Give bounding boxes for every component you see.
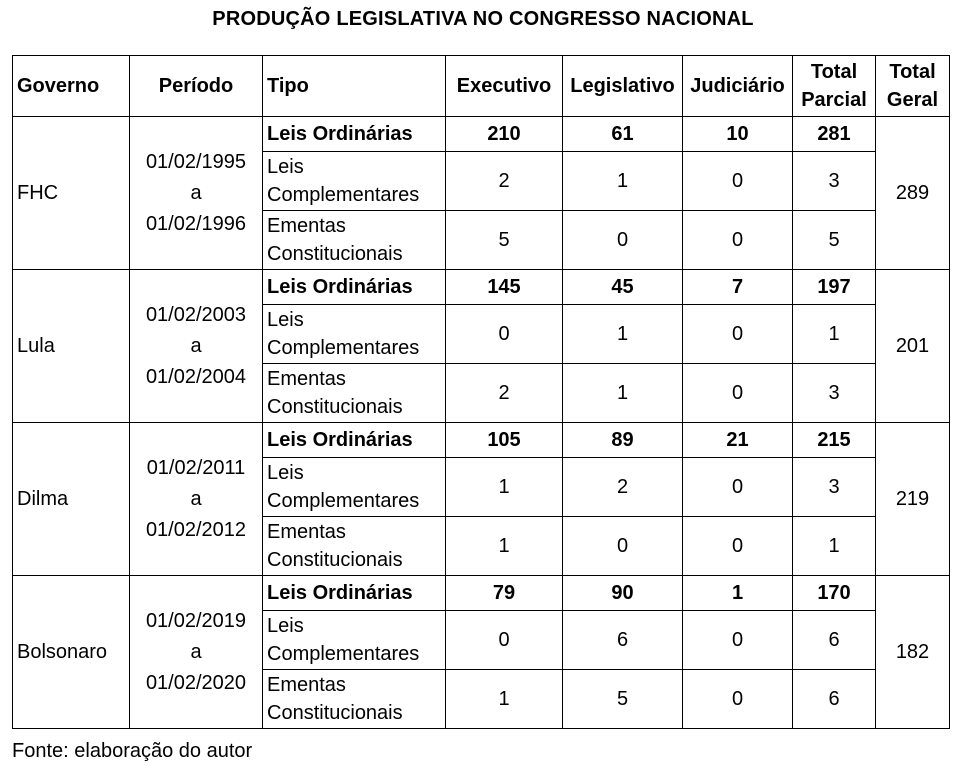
- table-title: PRODUÇÃO LEGISLATIVA NO CONGRESSO NACIONAL: [212, 8, 754, 30]
- header-legislativo: Legislativo: [563, 56, 683, 117]
- header-total-parcial-line2: Parcial: [801, 89, 867, 111]
- tipo-line: Constitucionais: [267, 243, 403, 265]
- total-parcial-cell: 5: [793, 211, 876, 270]
- periodo-cell: [130, 270, 263, 423]
- total-geral-cell: 182: [876, 576, 950, 729]
- tipo-line: Leis: [267, 309, 304, 331]
- header-total-geral: [876, 56, 950, 117]
- executivo-cell: 2: [446, 152, 563, 211]
- periodo-cell: [130, 423, 263, 576]
- header-executivo: Executivo: [446, 56, 563, 117]
- tipo-line: Leis: [267, 156, 304, 178]
- judiciario-cell: 0: [683, 670, 793, 729]
- periodo-cell: [130, 576, 263, 729]
- total-parcial-cell: 215: [793, 423, 876, 458]
- tipo-line: Ementas: [267, 674, 346, 696]
- tipo-line: Constitucionais: [267, 396, 403, 418]
- table-row: [13, 117, 950, 152]
- legislativo-cell: 89: [563, 423, 683, 458]
- tipo-line: Ementas: [267, 368, 346, 390]
- periodo-cell: [130, 117, 263, 270]
- legislativo-cell: 1: [563, 152, 683, 211]
- legislativo-cell: 6: [563, 611, 683, 670]
- tipo-line: Complementares: [267, 184, 420, 206]
- governo-cell: Bolsonaro: [13, 576, 130, 729]
- total-parcial-cell: 1: [793, 517, 876, 576]
- tipo-line: Leis Ordinárias: [267, 276, 413, 298]
- executivo-cell: 210: [446, 117, 563, 152]
- tipo-line: Constitucionais: [267, 702, 403, 724]
- legislativo-cell: 1: [563, 305, 683, 364]
- total-parcial-cell: 197: [793, 270, 876, 305]
- executivo-cell: 145: [446, 270, 563, 305]
- tipo-line: Leis Ordinárias: [267, 123, 413, 145]
- judiciario-cell: 0: [683, 305, 793, 364]
- legislativo-cell: 0: [563, 211, 683, 270]
- tipo-cell: [263, 576, 446, 611]
- judiciario-cell: 21: [683, 423, 793, 458]
- table-row: [13, 576, 950, 611]
- periodo-line: a: [190, 640, 202, 663]
- legislativo-cell: 61: [563, 117, 683, 152]
- total-parcial-cell: 6: [793, 611, 876, 670]
- total-parcial-cell: 170: [793, 576, 876, 611]
- judiciario-cell: 1: [683, 576, 793, 611]
- table-row: [13, 270, 950, 305]
- governo-cell: FHC: [13, 117, 130, 270]
- executivo-cell: 1: [446, 670, 563, 729]
- header-total-parcial: [793, 56, 876, 117]
- executivo-cell: 105: [446, 423, 563, 458]
- legislative-production-table: [12, 55, 950, 729]
- executivo-cell: 0: [446, 305, 563, 364]
- tipo-cell: [263, 364, 446, 423]
- total-geral-cell: 219: [876, 423, 950, 576]
- header-total-parcial-line1: Total: [810, 61, 858, 83]
- legislativo-cell: 1: [563, 364, 683, 423]
- executivo-cell: 1: [446, 458, 563, 517]
- periodo-line: 01/02/2003: [145, 303, 247, 326]
- tipo-line: Complementares: [267, 337, 420, 359]
- judiciario-cell: 0: [683, 152, 793, 211]
- periodo-line: 01/02/2020: [145, 671, 247, 694]
- executivo-cell: 79: [446, 576, 563, 611]
- total-parcial-cell: 281: [793, 117, 876, 152]
- header-judiciario: Judiciário: [683, 56, 793, 117]
- tipo-line: Leis: [267, 615, 304, 637]
- governo-cell: Dilma: [13, 423, 130, 576]
- tipo-line: Leis Ordinárias: [267, 429, 413, 451]
- judiciario-cell: 7: [683, 270, 793, 305]
- judiciario-cell: 10: [683, 117, 793, 152]
- tipo-cell: [263, 270, 446, 305]
- periodo-line: a: [190, 334, 202, 357]
- tipo-cell: [263, 670, 446, 729]
- tipo-cell: [263, 211, 446, 270]
- table-row: [13, 423, 950, 458]
- legislativo-cell: 90: [563, 576, 683, 611]
- tipo-line: Complementares: [267, 643, 420, 665]
- total-parcial-cell: 6: [793, 670, 876, 729]
- executivo-cell: 2: [446, 364, 563, 423]
- periodo-line: 01/02/2011: [146, 456, 246, 479]
- tipo-line: Ementas: [267, 521, 346, 543]
- header-row: [13, 56, 950, 117]
- executivo-cell: 5: [446, 211, 563, 270]
- legislativo-cell: 5: [563, 670, 683, 729]
- total-parcial-cell: 1: [793, 305, 876, 364]
- table-body: [13, 117, 950, 729]
- periodo-line: 01/02/1996: [145, 212, 247, 235]
- periodo-line: 01/02/2004: [145, 365, 247, 388]
- legislativo-cell: 2: [563, 458, 683, 517]
- total-geral-cell: 201: [876, 270, 950, 423]
- periodo-line: a: [190, 181, 202, 204]
- periodo-line: 01/02/1995: [145, 150, 247, 173]
- judiciario-cell: 0: [683, 517, 793, 576]
- judiciario-cell: 0: [683, 458, 793, 517]
- periodo-line: 01/02/2019: [145, 609, 247, 632]
- legislativo-cell: 0: [563, 517, 683, 576]
- total-parcial-cell: 3: [793, 458, 876, 517]
- tipo-cell: [263, 117, 446, 152]
- governo-cell: Lula: [13, 270, 130, 423]
- total-geral-cell: 289: [876, 117, 950, 270]
- header-periodo: Período: [130, 56, 263, 117]
- tipo-cell: [263, 305, 446, 364]
- tipo-cell: [263, 517, 446, 576]
- header-total-geral-line1: Total: [889, 61, 936, 83]
- executivo-cell: 0: [446, 611, 563, 670]
- tipo-cell: [263, 611, 446, 670]
- legislativo-cell: 45: [563, 270, 683, 305]
- total-parcial-cell: 3: [793, 364, 876, 423]
- periodo-line: a: [190, 487, 202, 510]
- tipo-line: Complementares: [267, 490, 420, 512]
- source-note: Fonte: elaboração do autor: [12, 740, 253, 762]
- tipo-line: Leis Ordinárias: [267, 582, 413, 604]
- tipo-cell: [263, 458, 446, 517]
- tipo-cell: [263, 152, 446, 211]
- tipo-line: Constitucionais: [267, 549, 403, 571]
- header-tipo: Tipo: [263, 56, 446, 117]
- tipo-line: Leis: [267, 462, 304, 484]
- total-parcial-cell: 3: [793, 152, 876, 211]
- judiciario-cell: 0: [683, 364, 793, 423]
- header-governo: Governo: [13, 56, 130, 117]
- tipo-line: Ementas: [267, 215, 346, 237]
- header-total-geral-line2: Geral: [886, 89, 939, 111]
- periodo-line: 01/02/2012: [145, 518, 247, 541]
- judiciario-cell: 0: [683, 611, 793, 670]
- judiciario-cell: 0: [683, 211, 793, 270]
- executivo-cell: 1: [446, 517, 563, 576]
- tipo-cell: [263, 423, 446, 458]
